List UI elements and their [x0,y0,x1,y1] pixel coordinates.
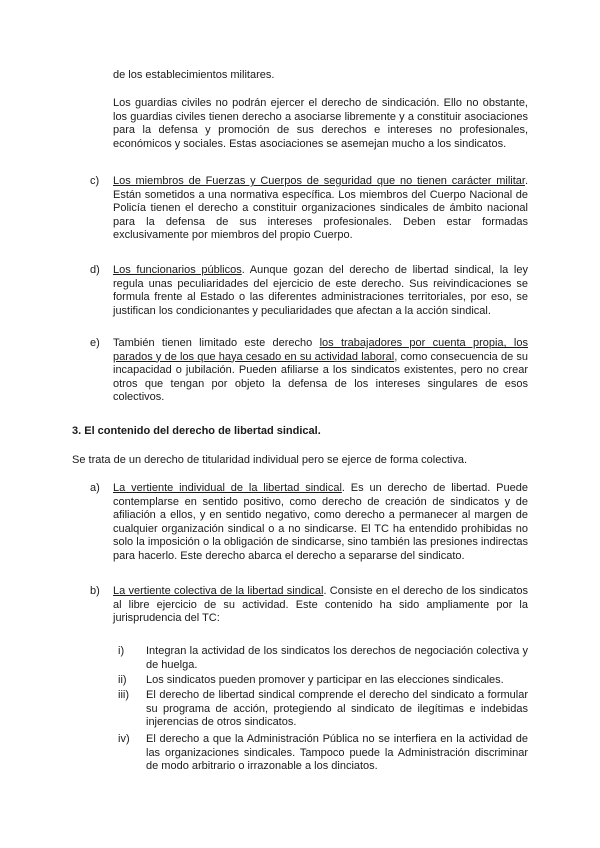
sub-iii-marker: iii) [118,689,129,701]
item-e-title: los trabajadores por cuenta propia, los parados y de los que haya cesado en su actividad laboral [113,337,528,363]
item-c [113,175,528,243]
continuation-line: de los establecimientos militares. [113,69,275,81]
item-e-marker: e) [90,337,100,349]
item-e-lead: También tienen limitado este derecho [113,337,320,349]
section-heading: 3. El contenido del derecho de libertad sindical. [72,425,321,437]
guardias-paragraph: Los guardias civiles no podrán ejercer el derecho de sindicación. Ello no obstante, los guardias civiles tienen derecho a asociarse libremente y a constituir asociaciones para la defensa y promoción de sus derechos e intereses no profesionales, económicos y sociales. Estas asociaciones se asemejan mucho a los sindicatos. [113,97,528,150]
item-d-title: Los funcionarios públicos [113,264,242,276]
sub-i-marker: i) [118,645,125,657]
item-d [113,264,528,318]
item-a-marker: a) [90,482,100,494]
sub-iv-marker: iv) [118,733,130,745]
item-b-body: . Consiste en el derecho de los sindicatos al libre ejercicio de su actividad. Este contenido ha sido ampliamente por la jurisprudencia del TC: [113,585,528,625]
item-c-title: Los miembros de Fuerzas y Cuerpos de seguridad que no tienen carácter militar [113,175,525,187]
item-a-body: . Es un derecho de libertad. Puede contemplarse en sentido positivo, como derecho de creación de sindicatos y de afiliación a ellos, y en sentido negativo, como derecho a permanecer al margen de cualquier organización sindical o a no sindicarse. El TC ha entendido prohibidas no solo la imposición o la obligación de sindicarse, sino también las presiones indirectas para hacerlo. Este derecho abarca el derecho a separarse del sindicato. [113,482,528,562]
sub-iv: El derecho a que la Administración Pública no se interfiera en la actividad de las organizaciones sindicales. Tampoco puede la Administración discriminar de modo arbitrario o irrazonable a los dinciatos. [146,733,528,773]
item-b [113,585,528,626]
item-a-title: La vertiente individual de la libertad sindical [113,482,342,494]
sub-ii-marker: ii) [118,674,127,686]
sub-iii: El derecho de libertad sindical comprende el derecho del sindicato a formular su programa de acción, protegiendo al sindicato de ilegítimas e indebidas injerencias de otros sindicatos. [146,689,528,729]
item-a [113,482,528,564]
sub-ii: Los sindicatos pueden promover y participar en las elecciones sindicales. [146,674,504,686]
item-b-marker: b) [90,585,100,597]
item-e [113,337,528,405]
item-e-body: , como consecuencia de su incapacidad o jubilación. Pueden afiliarse a los sindicatos existentes, pero no crear otros que tengan por objeto la defensa de los intereses singulares de esos colectivos. [113,350,528,404]
item-c-marker: c) [90,175,100,187]
item-d-body: . Aunque gozan del derecho de libertad sindical, la ley regula unas peculiaridades del ejercicio de este derecho. Sus reivindicaciones se formula frente al Estado o las diferentes administraciones territoriales, por eso, se justifican los condicionantes y peculiaridades que afectan a la acción sindical. [113,264,528,317]
item-b-title: La vertiente colectiva de la libertad sindical [113,585,324,597]
item-d-marker: d) [90,264,100,276]
item-c-body: . Están sometidos a una normativa específica. Los miembros del Cuerpo Nacional de Policía tienen el derecho a constituir organizaciones sindicales de ámbito nacional para la defensa de sus intereses profesionales. Deben estar formadas exclusivamente por miembros del propio Cuerpo. [113,175,528,242]
section-intro: Se trata de un derecho de titularidad individual pero se ejerce de forma colectiva. [72,454,468,466]
sub-i: Integran la actividad de los sindicatos los derechos de negociación colectiva y de huelga. [146,645,528,671]
